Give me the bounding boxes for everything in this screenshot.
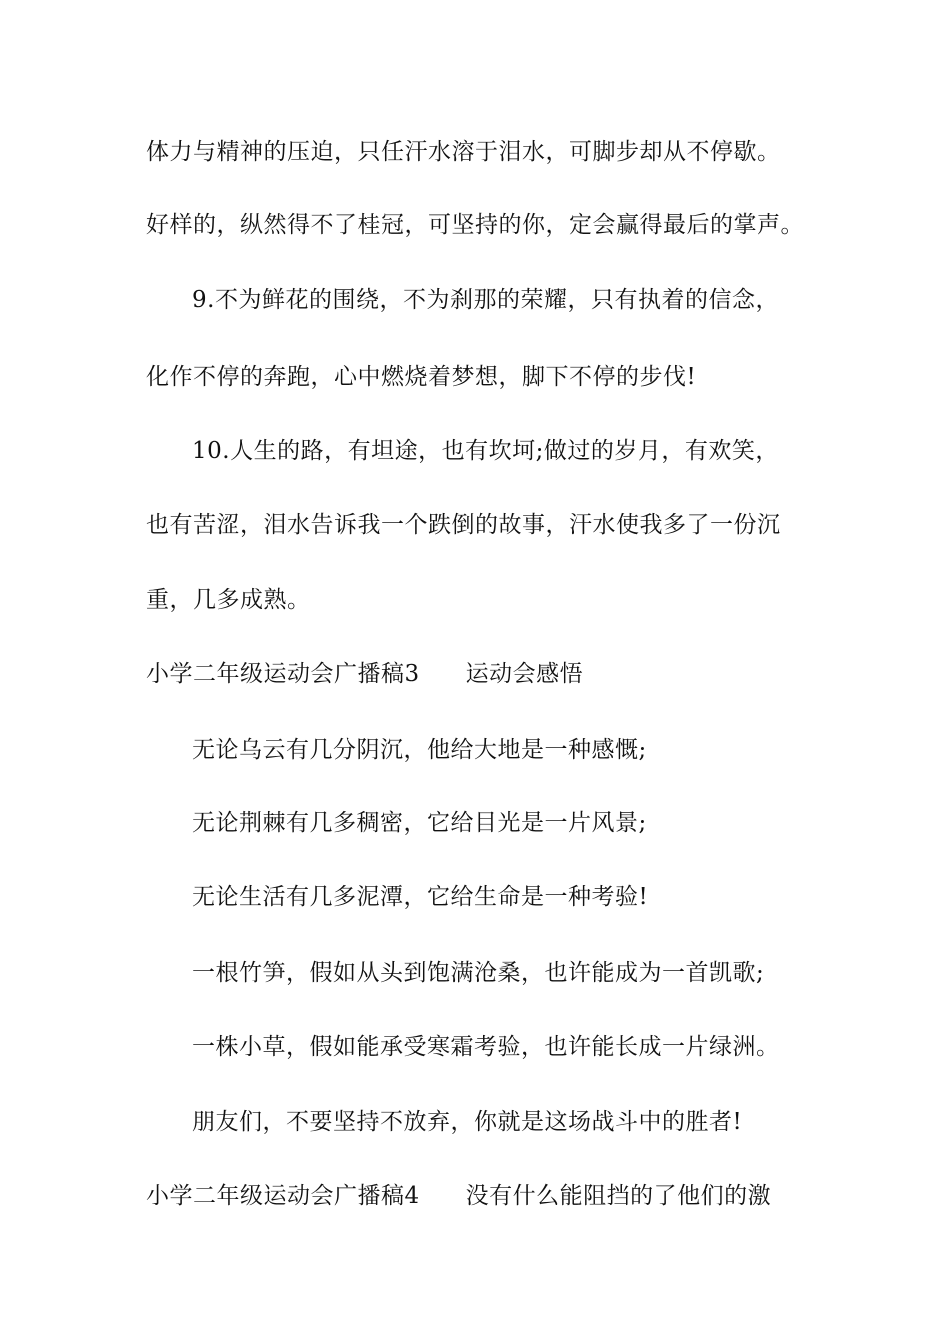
poem-line: 一株小草，假如能承受寒霜考验，也许能长成一片绿洲。: [192, 1034, 780, 1060]
section-subtitle: 运动会感悟: [465, 661, 584, 687]
poem-line: 朋友们，不要坚持不放弃，你就是这场战斗中的胜者!: [192, 1109, 743, 1135]
paragraph-line: 9.不为鲜花的围绕，不为刹那的荣耀，只有执着的信念，: [192, 287, 779, 313]
section-text: 没有什么能阻挡的了他们的激: [465, 1183, 772, 1209]
section-heading-4: [146, 1181, 771, 1211]
poem-line: 无论生活有几多泥潭，它给生命是一种考验!: [192, 884, 649, 910]
paragraph-line: 体力与精神的压迫，只任汗水溶于泪水，可脚步却从不停歇。: [146, 139, 781, 165]
paragraph-line: 10.人生的路，有坦途，也有坎坷;做过的岁月，有欢笑，: [192, 438, 779, 464]
paragraph-line: 也有苦涩，泪水告诉我一个跌倒的故事，汗水使我多了一份沉: [146, 512, 781, 538]
section-title: 小学二年级运动会广播稿3: [146, 661, 420, 687]
poem-line: 无论乌云有几分阴沉，他给大地是一种感慨;: [192, 737, 647, 763]
section-title: 小学二年级运动会广播稿4: [146, 1183, 420, 1209]
paragraph-line: 重，几多成熟。: [146, 587, 311, 613]
poem-line: 无论荆棘有几多稠密，它给目光是一片风景;: [192, 810, 647, 836]
section-heading-3: [146, 659, 583, 689]
poem-line: 一根竹笋，假如从头到饱满沧桑，也许能成为一首凯歌;: [192, 960, 765, 986]
paragraph-line: 化作不停的奔跑，心中燃烧着梦想，脚下不停的步伐!: [146, 364, 697, 390]
paragraph-line: 好样的，纵然得不了桂冠，可坚持的你，定会赢得最后的掌声。: [146, 212, 804, 238]
